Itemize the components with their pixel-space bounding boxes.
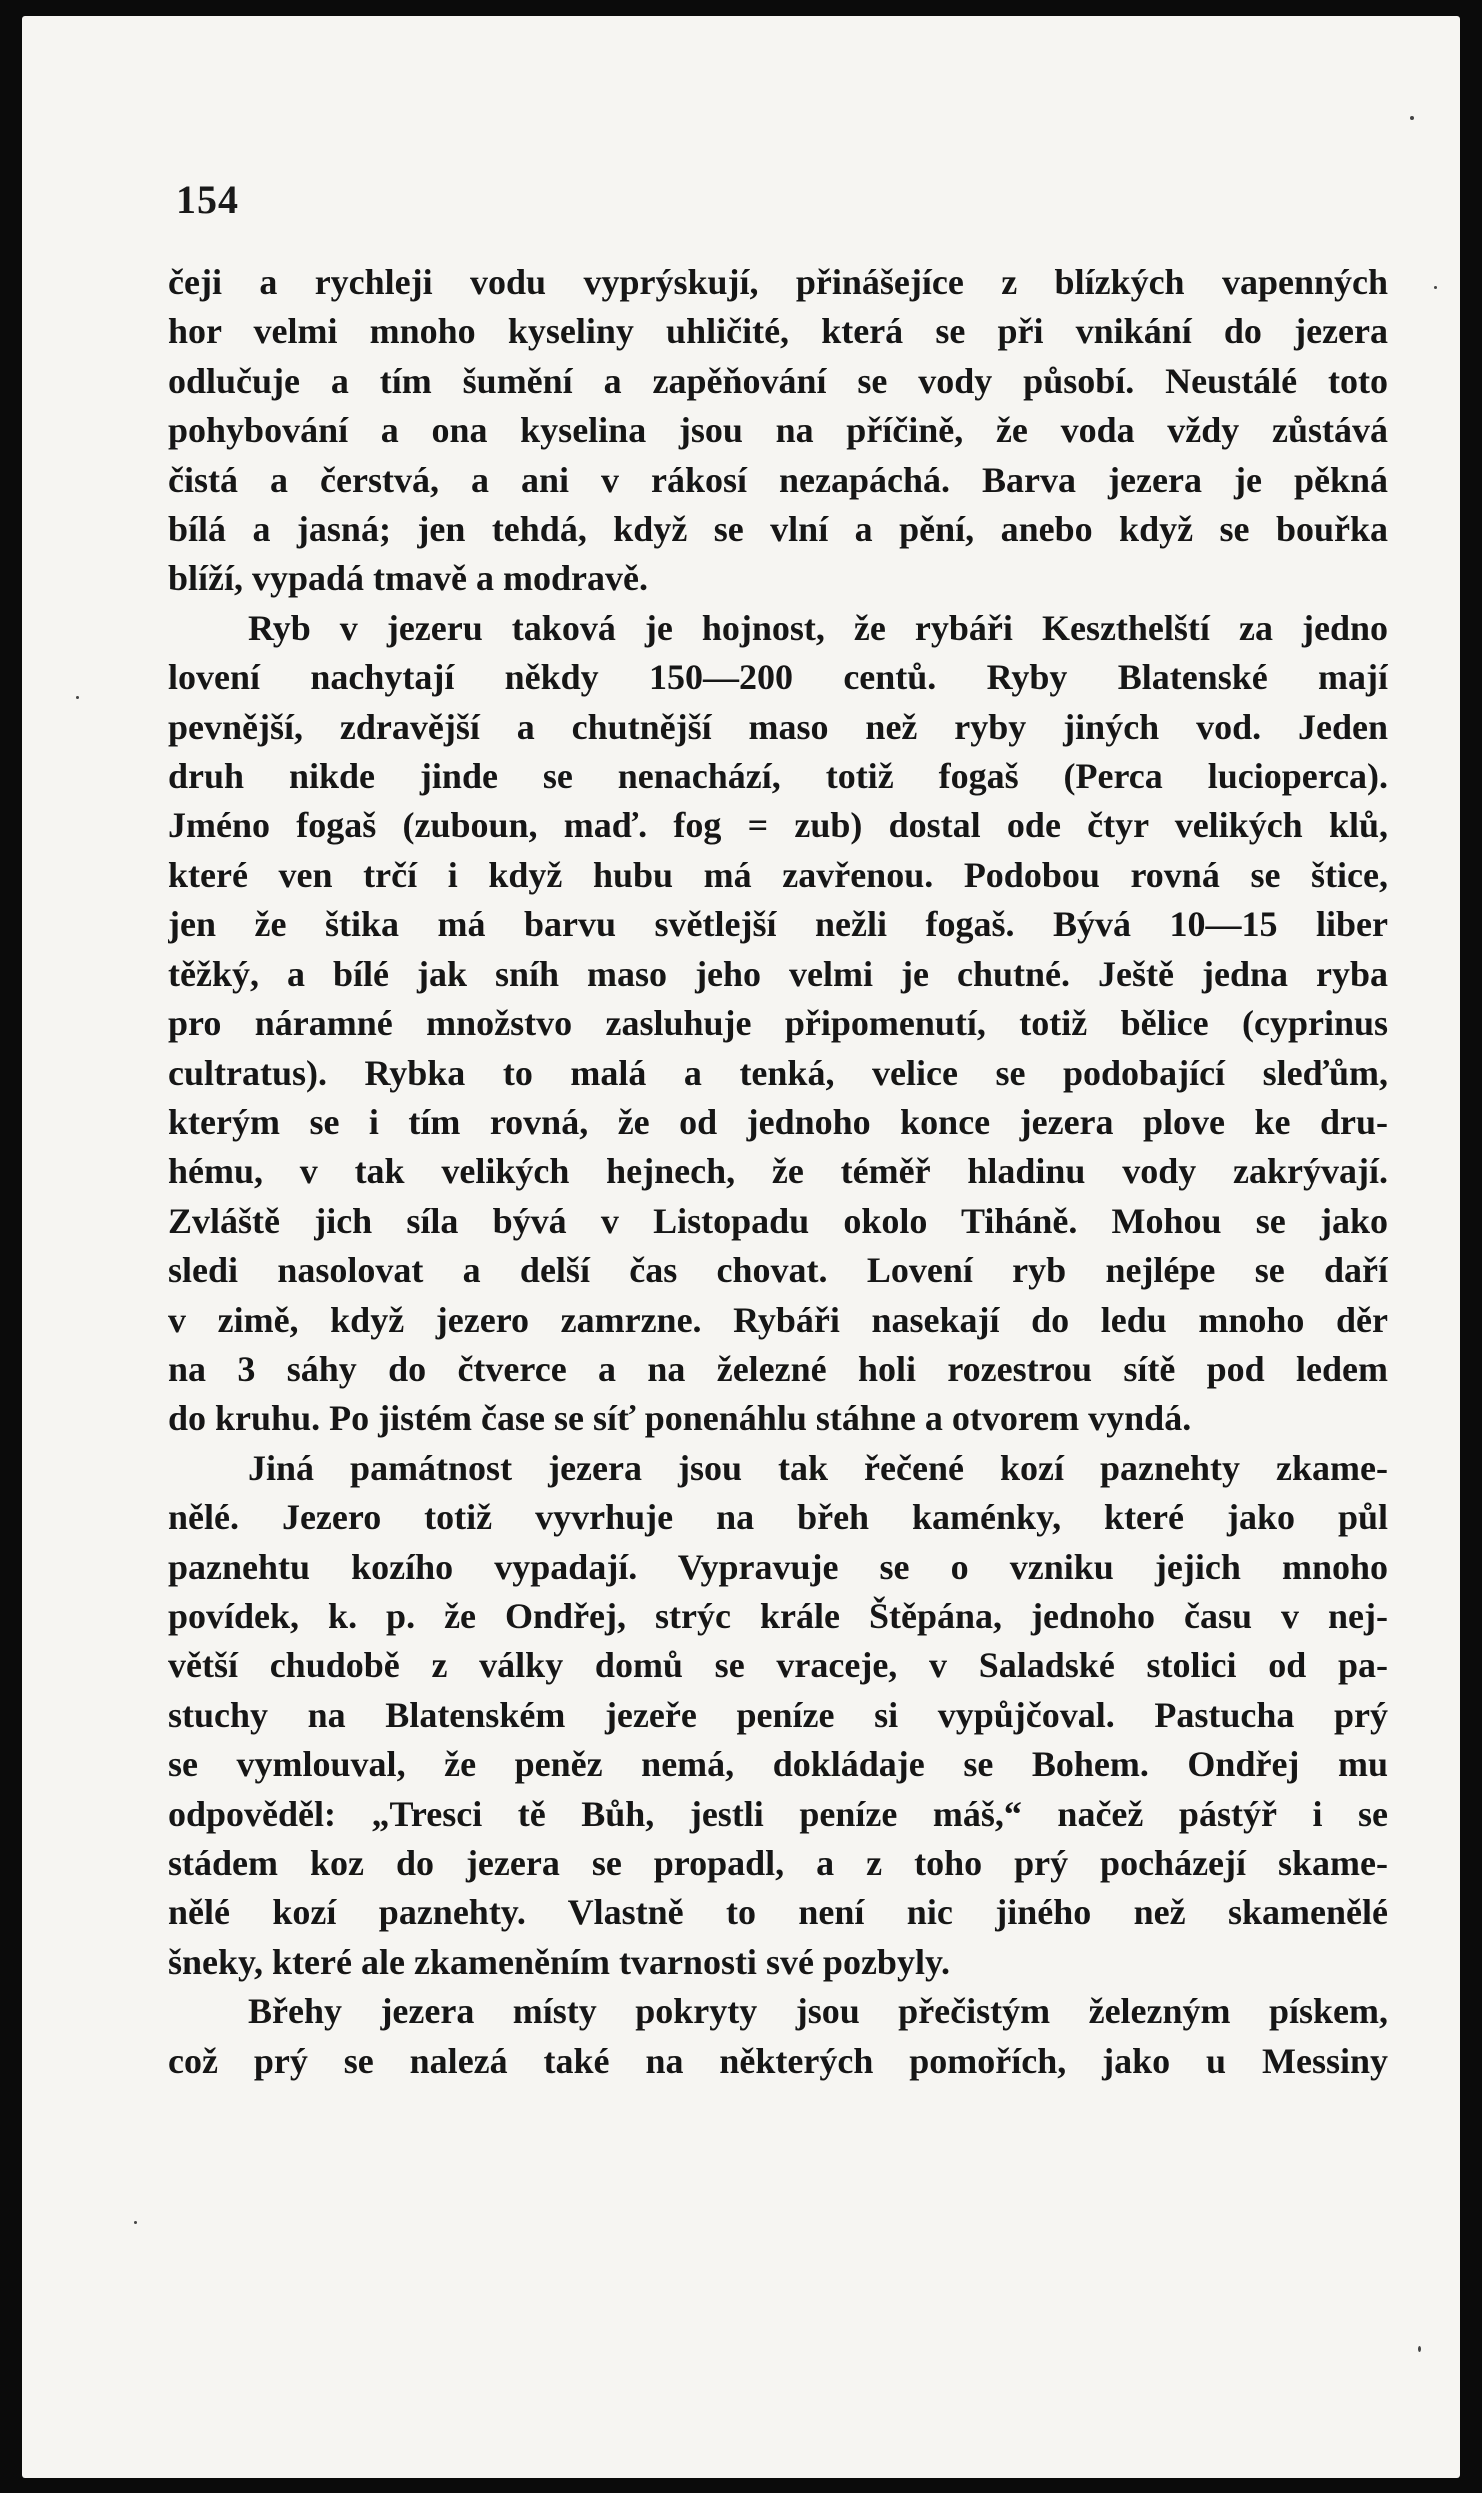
text-line: Ryb v jezeru taková je hojnost, že rybáři Keszthelští za jedno [248,607,1388,648]
text-line: pevnější, zdravější a chutnější maso než ryby jiných vod. Jeden [168,706,1388,747]
text-line: nělé kozí paznehty. Vlastně to není nic jiného než skamenělé [168,1892,1388,1933]
text-line: Zvláště jich síla bývá v Listopadu okolo Tiháně. Mohou se jako [168,1200,1388,1241]
text-line: Břehy jezera místy pokryty jsou přečistým železným pískem, [248,1991,1388,2032]
text-line: cultratus). Rybka to malá a tenká, velice se podobající sleďům, [168,1052,1388,1093]
text-line: lovení nachytají někdy 150—200 centů. Ryby Blatenské mají [168,657,1388,698]
text-line: těžký, a bílé jak sníh maso jeho velmi je chutné. Ještě jedna ryba [168,953,1388,994]
text-line: Jméno fogaš (zuboun, maď. fog = zub) dostal ode čtyr velikých klů, [168,805,1388,846]
print-speck [134,2221,137,2224]
text-line: kterým se i tím rovná, že od jednoho konce jezera plove ke dru- [168,1101,1388,1142]
text-line: pro náramné množstvo zasluhuje připomenutí, totiž bělice (cyprinus [168,1003,1388,1044]
text-line: hor velmi mnoho kyseliny uhličité, která se při vnikání do jezera [168,311,1388,352]
text-line: pohybování a ona kyselina jsou na příčině, že voda vždy zůstává [168,410,1388,451]
text-line: které ven trčí i když hubu má zavřenou. Podobou rovná se štice, [168,854,1388,895]
book-page [22,16,1460,2478]
print-speck [1434,286,1437,289]
text-line: odlučuje a tím šumění a zapěňování se vody působí. Neustálé toto [168,360,1388,401]
text-line: blíží, vypadá tmavě a modravě. [168,558,648,599]
text-line: se vymlouval, že peněz nemá, dokládaje se Bohem. Ondřej mu [168,1744,1388,1785]
text-line: což prý se nalezá také na některých pomořích, jako u Messiny [168,2040,1388,2081]
text-line: šneky, které ale zkameněním tvarnosti své pozbyly. [168,1941,950,1982]
print-speck [1418,2346,1421,2352]
text-line: čistá a čerstvá, a ani v rákosí nezapáchá. Barva jezera je pěkná [168,459,1388,500]
page-number: 154 [176,177,239,222]
page-text [168,258,1388,2086]
text-line: hému, v tak velikých hejnech, že téměř hladinu vody zakrývají. [168,1151,1388,1192]
text-line: paznehtu kozího vypadají. Vypravuje se o vzniku jejich mnoho [168,1546,1388,1587]
text-line: čeji a rychleji vodu vyprýskují, přinášejíce z blízkých vapenných [168,262,1388,302]
print-speck [76,696,79,699]
text-line: stádem koz do jezera se propadl, a z toho prý pocházejí skame- [168,1843,1388,1883]
text-line: v zimě, když jezero zamrzne. Rybáři nasekají do ledu mnoho děr [168,1299,1388,1340]
text-line: odpověděl: „Tresci tě Bůh, jestli peníze máš,“ načež pástýř i se [168,1793,1388,1834]
text-line: druh nikde jinde se nenachází, totiž fogaš (Perca lucioperca). [168,756,1388,797]
text-line: povídek, k. p. že Ondřej, strýc krále Štěpána, jednoho času v nej- [168,1595,1388,1636]
text-line: sledi nasolovat a delší čas chovat. Lovení ryb nejlépe se daří [168,1250,1388,1291]
print-speck [1410,116,1414,120]
text-line: do kruhu. Po jistém čase se síť ponenáhlu stáhne a otvorem vyndá. [168,1398,1192,1439]
text-line: Jiná památnost jezera jsou tak řečené kozí paznehty zkame- [248,1447,1388,1488]
text-line: na 3 sáhy do čtverce a na železné holi rozestrou sítě pod ledem [168,1348,1388,1389]
text-line: větší chudobě z války domů se vraceje, v Saladské stolici od pa- [168,1645,1388,1686]
text-line: stuchy na Blatenském jezeře peníze si vypůjčoval. Pastucha prý [168,1694,1388,1735]
text-line: bílá a jasná; jen tehdá, když se vlní a pění, anebo když se bouřka [168,509,1388,550]
text-line: nělé. Jezero totiž vyvrhuje na břeh kaménky, které jako půl [168,1497,1388,1538]
text-line: jen že štika má barvu světlejší nežli fogaš. Bývá 10—15 liber [168,904,1388,945]
